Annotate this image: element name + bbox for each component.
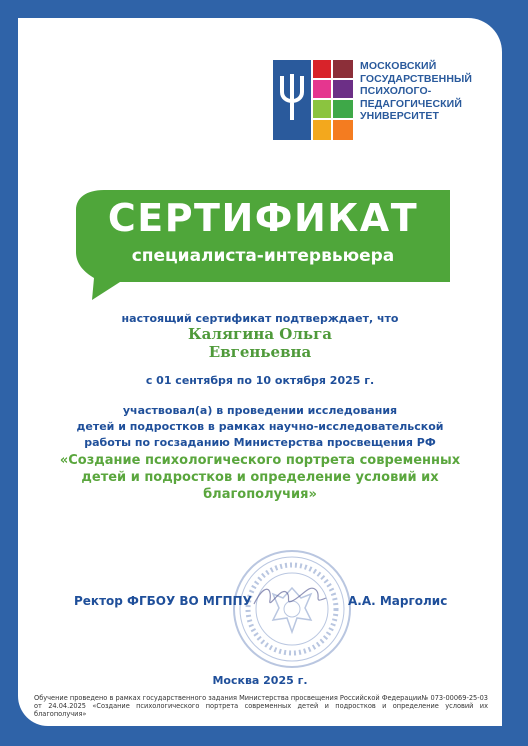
city-year: Москва 2025 г.	[212, 674, 308, 687]
university-logo	[273, 60, 353, 140]
signatory-name: А.А. Марголис	[348, 594, 448, 608]
period-text: с 01 сентября по 10 октября 2025 г.	[145, 374, 375, 387]
participation-line3: работы по госзаданию Министерства просвещения РФ	[84, 436, 436, 449]
project-line3: благополучия»	[203, 487, 317, 502]
project-line1: «Создание психологического портрета современных	[59, 453, 461, 468]
handwritten-signature	[250, 578, 330, 614]
certificate-title: СЕРТИФИКАТ	[107, 196, 419, 240]
participation-line1: участвовал(а) в проведении исследования	[122, 404, 398, 417]
recipient-name-line1: Калягина Ольга	[188, 325, 332, 343]
confirms-text: настоящий сертификат подтверждает, что	[121, 312, 399, 325]
certificate-subtitle: специалиста-интервьюера	[131, 246, 395, 266]
participation-line2: детей и подростков в рамках научно-исследовательской	[76, 420, 444, 433]
footnote: Обучение проведено в рамках государственного задания Министерства просвещения Российской Федерации№ 073-00069-25-03 от 24.04.2025 «Создание психологического портрета современных детей и подростков и определение условий их благополучия»	[34, 694, 488, 718]
recipient-name-line2: Евгеньевна	[208, 343, 312, 361]
signatory-position: Ректор ФГБОУ ВО МГППУ	[74, 594, 252, 608]
university-name: МОСКОВСКИЙ ГОСУДАРСТВЕННЫЙ ПСИХОЛОГО-ПЕДАГОГИЧЕСКИЙ УНИВЕРСИТЕТ	[360, 60, 473, 123]
project-line2: детей и подростков и определение условий их	[81, 470, 439, 485]
certificate-sheet	[18, 18, 502, 726]
